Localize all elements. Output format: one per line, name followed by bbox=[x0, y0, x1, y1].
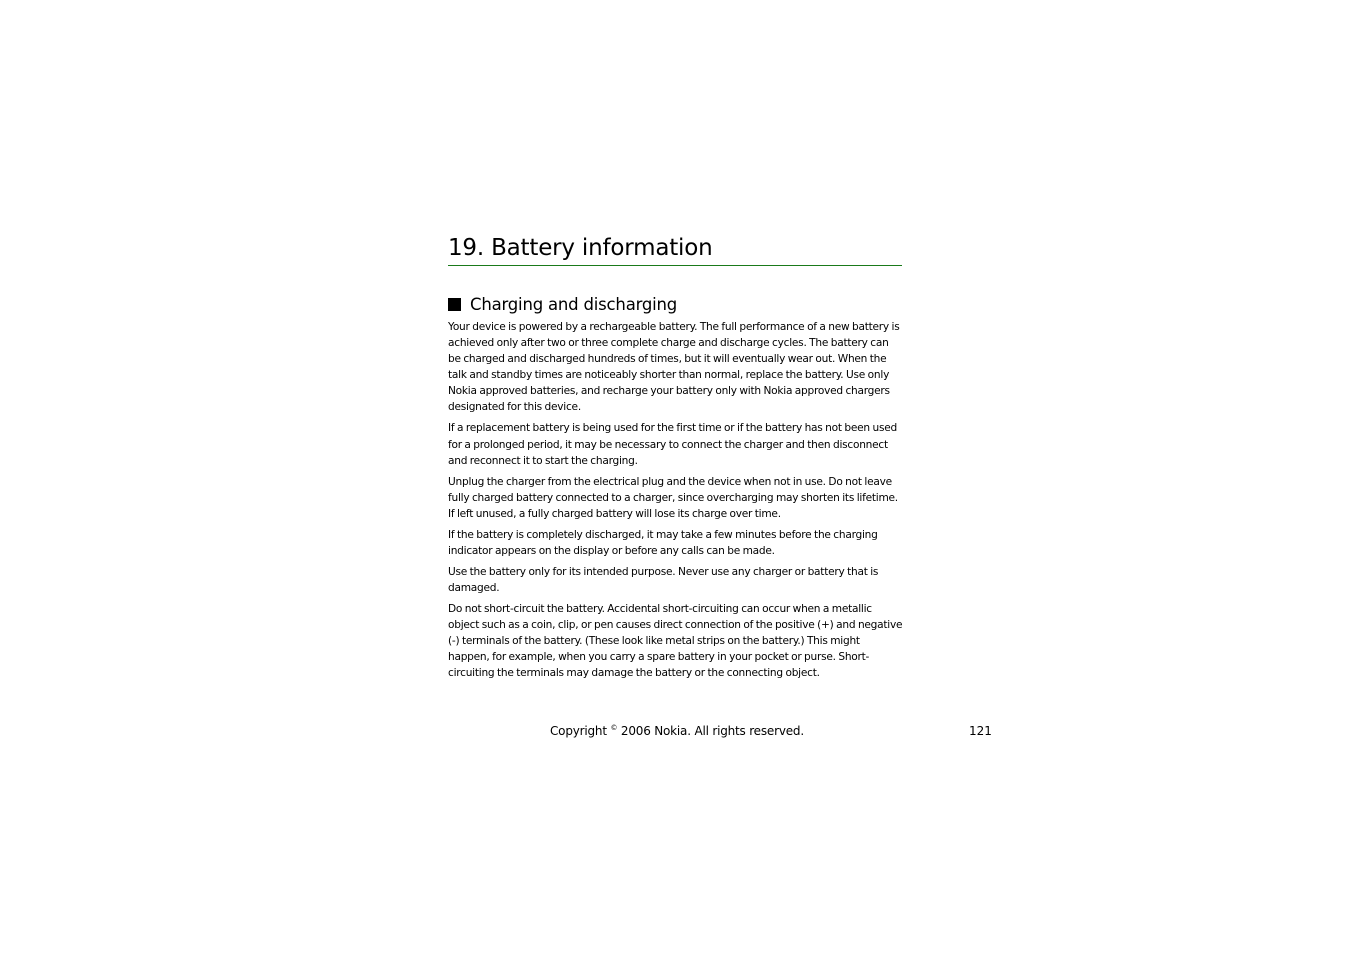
filled-square-icon bbox=[448, 298, 461, 311]
copyright-symbol: © bbox=[610, 724, 618, 732]
paragraph: If a replacement battery is being used for the first time or if the battery has not been used for a prolonged period, it may be necessary to connect the charger and then disconnect and reconnect it to start the charging. bbox=[448, 422, 897, 467]
paragraph: Use the battery only for its intended purpose. Never use any charger or battery that is damaged. bbox=[448, 565, 879, 594]
page-number: 121 bbox=[969, 724, 992, 738]
title-rule bbox=[448, 265, 902, 266]
paragraph: Unplug the charger from the electrical plug and the device when not in use. Do not leave fully charged battery connected to a charger, since overcharging may shorten its lifetime. If left unused, a fully charged battery will lose its charge over time. bbox=[448, 475, 898, 520]
copyright-prefix: Copyright bbox=[550, 724, 607, 738]
chapter-title: 19. Battery information bbox=[448, 235, 713, 261]
copyright-suffix: 2006 Nokia. All rights reserved. bbox=[620, 724, 804, 738]
section-heading bbox=[448, 293, 903, 315]
footer-copyright bbox=[550, 723, 804, 739]
paragraph: If the battery is completely discharged, it may take a few minutes before the charging indicator appears on the display or before any calls can be made. bbox=[448, 528, 878, 557]
section-title: Charging and discharging bbox=[470, 294, 678, 314]
paragraph: Your device is powered by a rechargeable battery. The full performance of a new battery is achieved only after two or three complete charge and discharge cycles. The battery can be charged and discharged hundreds of times, but it will eventually wear out. When the talk and standby times are noticeably shorter than normal, replace the battery. Use only Nokia approved batteries, and recharge your battery only with Nokia approved chargers designated for this device. bbox=[448, 321, 900, 414]
page-content bbox=[448, 234, 903, 686]
paragraph: Do not short-circuit the battery. Accidental short-circuiting can occur when a metallic object such as a coin, clip, or pen causes direct connection of the positive (+) and negative (-) terminals of the battery. (These look like metal strips on the battery.) This might happen, for example, when you carry a spare battery in your pocket or purse. Short-circuiting the terminals may damage the battery or the connecting object. bbox=[448, 602, 903, 680]
